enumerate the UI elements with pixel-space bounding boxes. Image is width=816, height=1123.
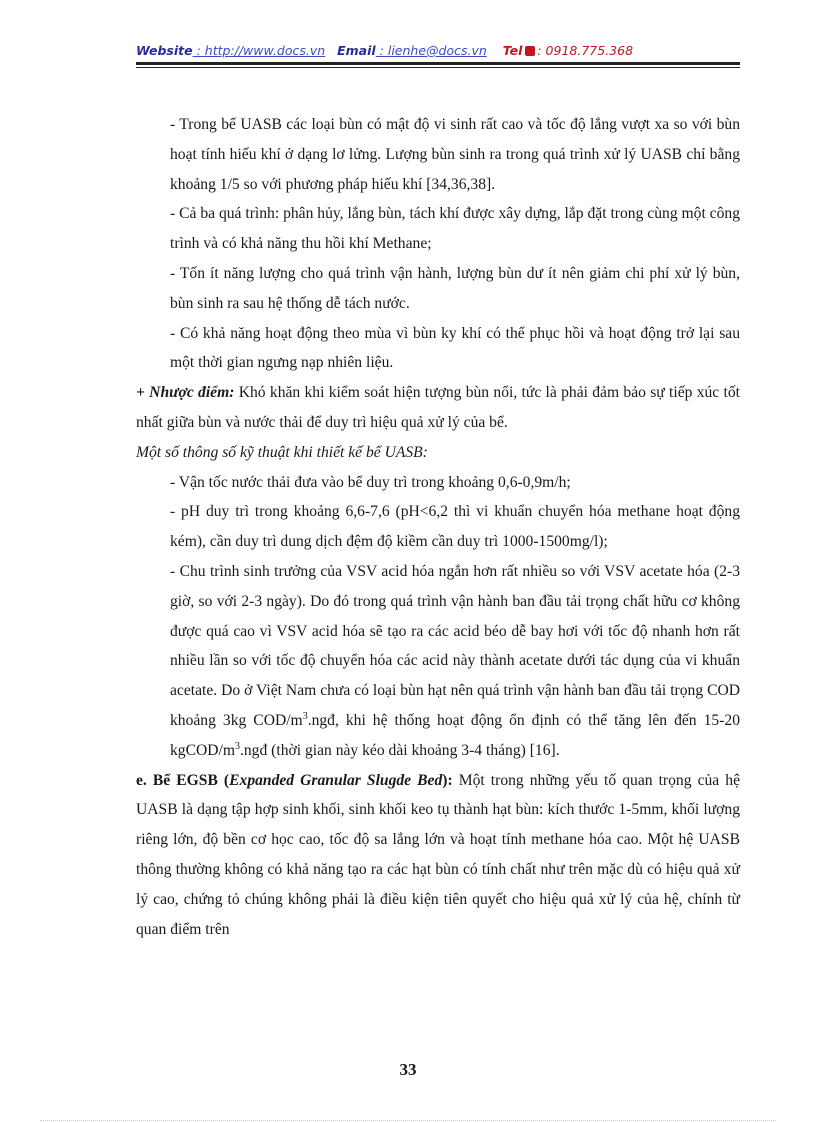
phone-icon — [525, 46, 535, 56]
email-label: Email — [337, 43, 376, 58]
website-link[interactable]: http://www.docs.vn — [204, 43, 326, 58]
paragraph-uasb-sludge: - Trong bể UASB các loại bùn có mật độ vi sinh rất cao và tốc độ lắng vượt xa so với bùn hoạt tính hiếu khí ở dạng lơ lửng. Lượng bùn sinh ra trong quá trình xử lý UASB chỉ bằng khoảng 1/5 so với phương pháp hiếu khí [34,36,38]. — [170, 116, 740, 193]
paragraph-seasonal: - Có khả năng hoạt động theo mùa vì bùn ky khí có thể phục hồi và hoạt động trở lại sau một thời gian ngưng nạp nhiên liệu. — [170, 324, 740, 372]
paragraph-disadvantages — [136, 378, 740, 438]
paragraph-three-processes: - Cả ba quá trình: phân hủy, lắng bùn, tách khí được xây dựng, lắp đặt trong cùng một công trình và có khả năng thu hồi khí Methane; — [170, 205, 740, 253]
egsb-term: Expanded Granular Slugde Bed — [229, 771, 443, 789]
email-sep: : — [375, 43, 388, 58]
egsb-heading: e. Bể EGSB ( — [136, 771, 230, 789]
superscript-3a: 3 — [302, 710, 308, 722]
section-heading-parameters: Một số thông số kỹ thuật khi thiết kế bể UASB: — [136, 443, 428, 461]
paragraph-velocity: - Vận tốc nước thải đưa vào bể duy trì trong khoảng 0,6-0,9m/h; — [170, 473, 571, 491]
header-rule-thin — [136, 67, 740, 68]
email-link[interactable]: lienhe@docs.vn — [387, 43, 487, 58]
growth-cycle-text-c: .ngđ (thời gian này kéo dài khoảng 3-4 tháng) [16]. — [239, 741, 560, 759]
growth-cycle-text-b: .ngđ, khi hệ thống hoạt động ổn định có thể tăng lên đến 15-20 kgCOD/m — [170, 711, 740, 759]
document-body — [136, 110, 740, 944]
paragraph-low-energy: - Tốn ít năng lượng cho quá trình vận hành, lượng bùn dư ít nên giảm chi phí xử lý bùn, bùn sinh ra sau hệ thống dễ tách nước. — [170, 264, 740, 312]
growth-cycle-text-a: - Chu trình sinh trưởng của VSV acid hóa ngắn hơn rất nhiều so với VSV acetate hóa (2-3 giờ, so với 2-3 ngày). Do đó trong quá trình vận hành ban đầu tải trọng chất hữu cơ không được quá cao vì VSV acid hóa sẽ tạo ra các acid béo dễ bay hơi với tốc độ nhanh hơn rất nhiều lần so với tốc độ chuyển hóa các acid này thành acetate dưới tác dụng của vi khuẩn acetate. Do ở Việt Nam chưa có loại bùn hạt nên quá trình vận hành ban đầu tải trọng COD khoảng 3kg COD/m — [170, 562, 740, 729]
disadvantages-text: Khó khăn khi kiểm soát hiện tượng bùn nổi, tức là phải đảm bảo sự tiếp xúc tốt nhất giữa bùn và nước thải để duy trì hiệu quả xử lý của bể. — [136, 384, 740, 431]
paragraph-growth-cycle — [136, 557, 740, 766]
tel-label: Tel — [502, 43, 523, 58]
superscript-3b: 3 — [234, 740, 240, 752]
paragraph-ph: - pH duy trì trong khoảng 6,6-7,6 (pH<6,2 thì vi khuẩn chuyển hóa methane hoạt động kém), cần duy trì dung dịch đệm độ kiềm cần duy trì 1000-1500mg/l); — [170, 503, 740, 551]
page-number: 33 — [399, 1060, 417, 1079]
egsb-heading-close: ): — [442, 771, 453, 789]
website-sep: : — [192, 43, 205, 58]
website-label: Website — [136, 43, 193, 58]
tel-value: : 0918.775.368 — [537, 43, 634, 58]
paragraph-egsb — [136, 766, 740, 945]
egsb-text: Một trong những yếu tố quan trọng của hệ UASB là dạng tập hợp sinh khối, sinh khối keo tụ thành hạt bùn: kích thước 1-5mm, khối lượng riêng lớn, độ bền cơ học cao, tốc độ sa lắng lớn và hoạt tính methane hóa cao. Một hệ UASB thông thường không có khả năng tạo ra các hạt bùn có tính chất như trên mặc dù có hiệu quả xử lý cao, chứng tỏ chúng không phải là điều kiện tiên quyết cho hiệu quả xử lý của hệ, chính từ quan điểm trên — [136, 771, 740, 938]
header-rule-thick — [136, 62, 740, 65]
footer-rule — [40, 1120, 776, 1121]
disadvantages-label: + Nhược điểm: — [136, 384, 235, 402]
